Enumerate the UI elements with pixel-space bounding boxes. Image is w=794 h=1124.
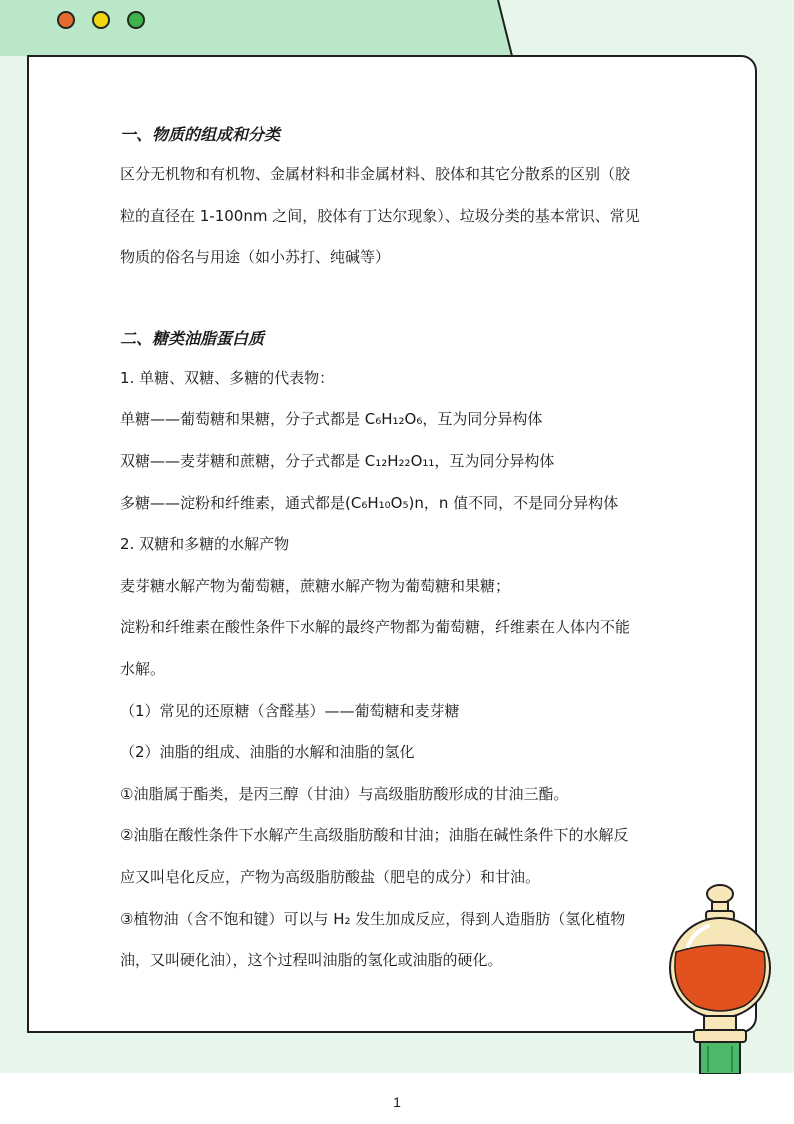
paragraph-line: 水解。 xyxy=(120,659,166,678)
flask-icon xyxy=(664,882,776,1074)
paragraph-line: ①油脂属于酯类，是丙三醇（甘油）与高级脂肪酸形成的甘油三酯。 xyxy=(120,784,569,803)
section-heading: 二、糖类油脂蛋白质 xyxy=(120,328,265,348)
paragraph-line: 区分无机物和有机物、金属材料和非金属材料、胶体和其它分散系的区别（胶 xyxy=(120,165,631,183)
page-number: 1 xyxy=(393,1094,401,1110)
paragraph-line: 1. 单糖、双糖、多糖的代表物： xyxy=(120,368,335,387)
section-heading: 一、物质的组成和分类 xyxy=(120,125,281,144)
yellow-dot-icon xyxy=(92,11,110,29)
document-body xyxy=(120,116,680,982)
red-dot-icon xyxy=(57,11,75,29)
paragraph-line: 淀粉和纤维素在酸性条件下水解的最终产物都为葡萄糖，纤维素在人体内不能 xyxy=(120,618,631,637)
paragraph-line: ③植物油（含不饱和键）可以与 H₂ 发生加成反应，得到人造脂肪（氢化植物 xyxy=(120,909,626,928)
section-composition xyxy=(120,116,680,279)
green-dot-icon xyxy=(127,11,145,29)
paragraph-line: 粒的直径在 1-100nm 之间，胶体有丁达尔现象）、垃圾分类的基本常识、常见 xyxy=(120,206,640,225)
paragraph-line: 麦芽糖水解产物为葡萄糖，蔗糖水解产物为葡萄糖和果糖； xyxy=(120,576,511,595)
paragraph-line: 油，又叫硬化油），这个过程叫油脂的氢化或油脂的硬化。 xyxy=(120,951,503,970)
paragraph-line: 应又叫皂化反应，产物为高级脂肪酸盐（肥皂的成分）和甘油。 xyxy=(120,867,541,886)
paragraph-line: （2）油脂的组成、油脂的水解和油脂的氢化 xyxy=(120,743,415,762)
paragraph-line: 多糖——淀粉和纤维素，通式都是(C₆H₁₀O₅)n，n 值不同，不是同分异构体 xyxy=(120,493,619,512)
paragraph-line: 单糖——葡萄糖和果糖，分子式都是 C₆H₁₂O₆，互为同分异构体 xyxy=(120,410,543,429)
paragraph-line: 物质的俗名与用途（如小苏打、纯碱等） xyxy=(120,248,391,267)
section-sugars-oils xyxy=(120,320,680,982)
paragraph-line: 2. 双糖和多糖的水解产物 xyxy=(120,535,290,554)
section-spacer xyxy=(120,279,680,320)
paragraph-line: （1）常见的还原糖（含醛基）——葡萄糖和麦芽糖 xyxy=(120,701,460,720)
paragraph-line: ②油脂在酸性条件下水解产生高级脂肪酸和甘油；油脂在碱性条件下的水解反 xyxy=(120,826,629,845)
paragraph-line: 双糖——麦芽糖和蔗糖，分子式都是 C₁₂H₂₂O₁₁，互为同分异构体 xyxy=(120,451,555,470)
